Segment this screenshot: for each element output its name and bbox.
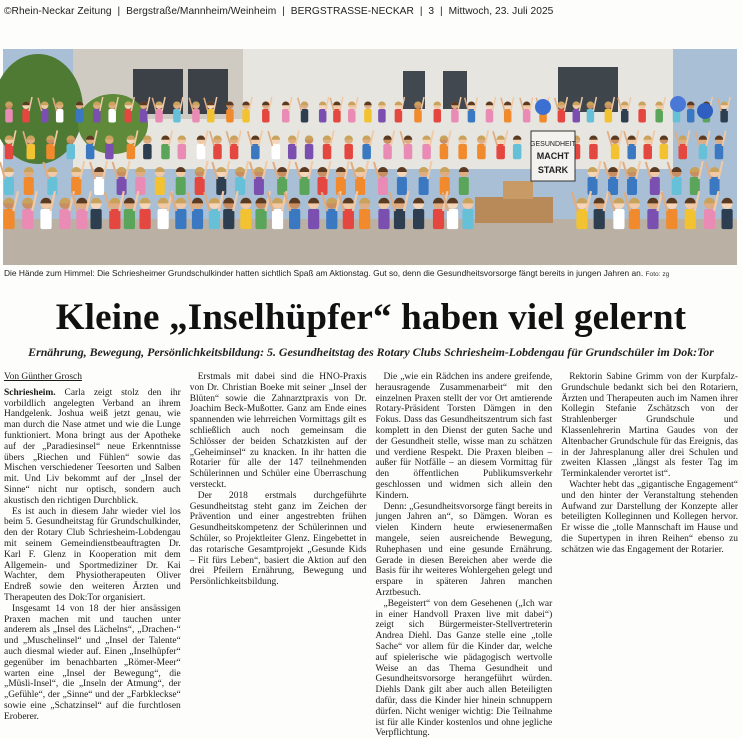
article-column-1 [4,372,181,722]
paragraph: Rektorin Sabine Grimm von der Kurpfalz-Grundschule bedankt sich bei den Rotariern, Ärzten und Therapeuten auch im Namen ihrer Kollegin Stefanie Zschätzsch von der Strahlenberger Grundschule und Klassenlehrerin Martina Gaudes von der Altenbacher Grundschule für das Ereignis, das in der Jahresplanung aller drei Schulen und zweiten Klassen „längst als fester Tag im Terminkalender verortet ist“. [561,372,738,480]
paragraph: Der 2018 erstmals durchgeführte Gesundheitstag steht ganz im Zeichen der Prävention und einer angestrebten frühen Gesundheitskompetenz der Schülerinnen und Schüler, so Projektleiter Glenz. Eingebettet in das rotarische Gesamtprojekt „Gesunde Kids – Fit fürs Leben“, basiert die Aktion auf den drei Pfeilern Ernährung, Bewegung und Persönlichkeitsbildung. [189,490,367,588]
byline: Von Günther Grosch [4,372,82,382]
child-figure [176,167,186,195]
paragraph: Schriesheim. Carla zeigt stolz den ihr vorbildlich angelegten Verband an ihrem Handgelenk. Joshua weiß jetzt genau, wie man durch die Nase atmet und wie die Lunge funktioniert. Mona bringt aus der Apotheke auf der „Paradiesinsel“ neue Erkenntnisse übers „Riechen und Fühlen“ sowie das Mischen verschiedener Teesorten und Salben mit. Und Liv bekommt auf der „Insel der Sinne“ nicht nur optisch, sondern auch akustisch den richtigen Durchblick. [4,387,181,506]
paragraph: Erstmals mit dabei sind die HNO-Praxis von Dr. Christian Boeke mit seiner „Insel der Blüten“ sowie die Zahnarztpraxis von Dr. Joachim Beck-Mußotter. Ganz am Ende eines spannenden wie lehrreichen Vormittags gilt es schließlich auch noch gemeinsam die Schlösser der beiden Schatzkisten auf der „Geheiminsel“ zu knacken. In ihr hatten die Rotarier für alle der 147 teilnehmenden Schülerinnen und Schüler eine Überraschung versteckt. [189,372,367,490]
paragraph: Wachter hebt das „gigantische Engagement“ und den hinter der Veranstaltung stehenden Aufwand zur Darstellung der Konzepte aller beteiligten Kolleginnen und Kollegen hervor. Er wisse die „tolle Mannschaft im Hause und die Supertypen in ihren Reihen“ ebenso zu schätzen wie das Engagement der Rotarier. [561,479,738,555]
newspaper-source: ©Rhein-Neckar Zeitung [4,6,112,17]
child-figure [440,167,450,195]
sign-line-3: STARK [537,165,569,175]
child-figure [459,167,469,195]
child-figure [589,136,598,160]
caption-text: Die Hände zum Himmel: Die Schriesheimer Grundschulkinder hatten sichtlich Spaß am Aktionstag. Gut so, denn die Gesundheitsvorsorge fängt bereits in jungen Jahren an. [4,268,644,278]
child-figure [76,102,84,123]
group-photo-illustration [3,49,737,265]
article-column-4 [561,372,738,678]
cardboard-boat-hull [475,197,553,223]
sign-line-1: GESUNDHEIT [530,141,576,148]
child-figure [135,167,145,195]
child-figure [458,136,467,160]
child-figure [226,102,234,123]
child-figure [413,198,424,229]
article-column-2 [190,372,367,678]
child-figure [434,102,442,123]
photo-credit: Foto: zg [645,271,670,278]
subheadline: Ernährung, Bewegung, Persönlichkeitsbildung: 5. Gesundheitstag des Rotary Clubs Schriesheim-Lobdengau für Grundschüler im Dok:Tor [28,345,714,359]
balloon [670,96,686,112]
balloon [697,103,713,119]
page-header: ©Rhein-Neckar Zeitung | Bergstraße/Mannheim/Weinheim | BERGSTRASSE-NECKAR | 3 | Mittwoch, 23. Juli 2025 [4,6,554,17]
window [403,71,425,109]
paragraph: Denn: „Gesundheitsvorsorge fängt bereits in jungen Jahren an“, so Dämgen. Woran es vielen Kindern heute erwiesenermaßen mangele, seien ausreichende Bewegung, Ruhephasen und eine gesunde Ernährung. Gerade in diesen Bereichen aber werde die Basis für ihr weiteres Wohlergehen gelegt und erspare in späteren Jahren manchen Arztbesuch. [375,501,553,598]
child-figure [660,136,669,160]
child-figure [308,198,319,229]
child-figure [155,167,165,195]
child-figure [240,198,251,229]
article-body [4,372,738,739]
dateline: Schriesheim. [4,387,56,398]
photo-caption [4,268,740,278]
article-column-3 [375,372,553,739]
child-figure [687,102,695,123]
child-figure [364,102,372,123]
child-figure [24,167,34,195]
sign-line-2: MACHT [536,151,570,161]
child-figure [359,198,370,229]
child-figure [90,198,101,229]
child-figure [5,102,13,123]
child-figure [378,102,386,123]
child-figure [105,136,114,160]
paragraph: „Begeistert“ von dem Gesehenen („Ich war in einer Handvoll Praxen live mit dabei“) zeigt sich Bürgermeister-Stellvertreterin Andrea Diehl. Das Ganze stelle eine „tolle Sache“ vor allem für die Kinder dar, welche auf spielerische wie pädagogisch wertvolle Weise an das Thema Gesundheit und Gesundheitsvorsorge herangeführt würden. Diehls Dank gilt aber auch allen Beteiligten dafür, dass die Kinder hier hinein schnuppern dürfen. Nicht weniger wichtig: Die Teilnahme ist für alle Kinder kostenlos und ohne jegliche Verpflichtung. [375,598,553,739]
child-figure [67,136,76,160]
child-figure [139,198,150,229]
paragraph: Die „wie ein Rädchen ins andere greifende, herausragende Zusammenarbeit“ mit den einzelnen Praxen stellt der vor Ort amtierende Rotary-Präsident Torsten Dämgen in den Fokus. Dass das Gesundheitszentrum sich fast komplett in den Dienst der guten Sache und der Gesundheit stelle, wisse man zu schätzen und verdiene Respekt. Die Praxen bleiben – außer für Notfälle – an diesem Vormittag für den öffentlichen Publikumsverkehr geschlossen und widmen sich allein den Kindern. [375,372,553,501]
child-figure [143,136,152,160]
group-photo [3,49,737,265]
child-figure [638,102,646,123]
child-figure [178,136,187,160]
section-name: BERGSTRASSE-NECKAR [290,6,414,17]
issue-date: Mittwoch, 23. Juli 2025 [448,6,554,17]
child-figure [721,198,732,229]
child-figure [397,167,407,195]
child-figure [378,198,389,229]
paragraph: Es ist auch in diesem Jahr wieder viel los beim 5. Gesundheitstag für Grundschulkinder, den der Rotary Club Schriesheim-Lobdengau mit seinem Gemeindienstbeauftragten Dr. Karl F. Glenz in Kooperation mit dem Allgemein- und Sportmediziner Dr. Kai Wachter, dem Physiotherapeuten Oliver Endreß sowie den weiteren Ärzten und Therapeuten des Dok:Tor organisiert. [4,506,181,603]
paragraph: Insgesamt 14 von 18 der hier ansässigen Praxen machen mit und tauchen unter anderem als „Insel des Lächelns“, „Drachen-“ und „Muschelinsel“ und „Insel der Talente“ auch diesmal wieder auf. Einen „Inselhüpfer“ gegenüber im benachbarten „Römer-Meer“ warten eine „Insel der Bewegung“, die „Müsli-Insel“, die „Inseln der Atmung“, der „Gefühle“, der „Sinne“ und der „Farbkleckse“ sowie eine „Schatzinsel“ auf die furchtlosen Eroberer. [4,603,181,722]
page-number: 3 [428,6,435,17]
child-figure [344,136,353,160]
child-figure [462,198,473,229]
cardboard-boat-cabin [503,181,533,199]
health-sign [530,131,577,181]
edition-name: Bergstraße/Mannheim/Weinheim [126,6,277,17]
headline: Kleine „Inselhüpfer“ haben viel gelernt [55,297,687,338]
child-figure [305,136,314,160]
balloon [535,99,551,115]
child-figure [513,136,522,160]
